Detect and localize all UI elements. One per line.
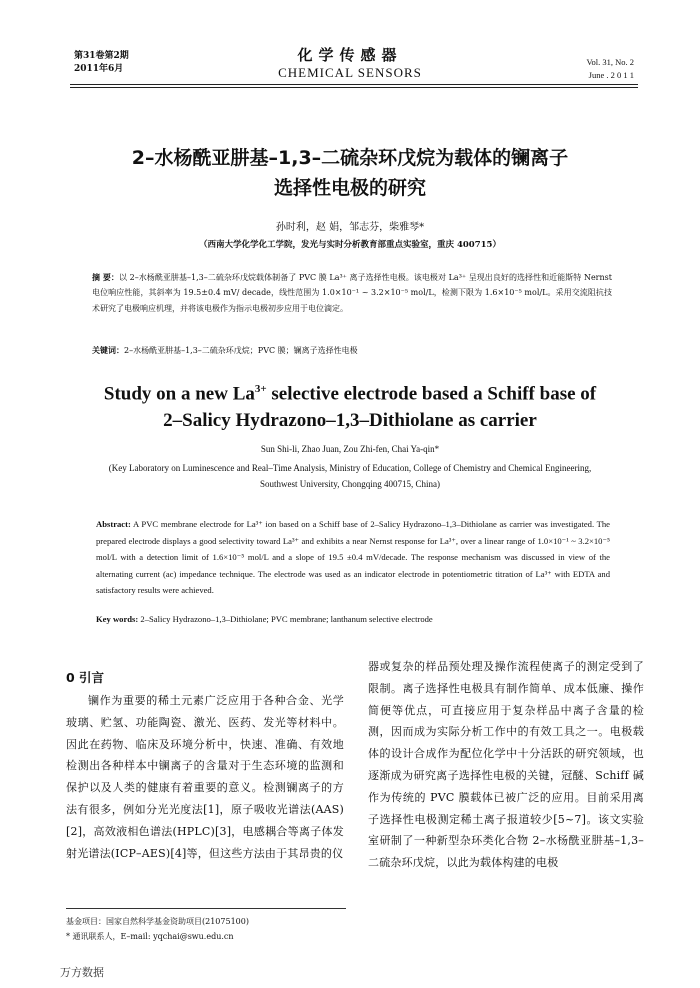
- authors-cn: 孙时利，赵 娟，邹志芬，柴雅琴*: [275, 222, 425, 233]
- keywords-cn-label: 关键词：: [92, 346, 124, 355]
- watermark: 万方数据: [60, 966, 104, 979]
- paper-title-en-line1: [40, 376, 660, 407]
- footnote-contact: * 通讯联系人，E–mail: yqchai@swu.edu.cn: [66, 932, 234, 941]
- title-en-superscript: 3+: [254, 383, 267, 395]
- abstract-en: [96, 516, 610, 599]
- volume-cn: 第31卷第2期: [74, 51, 129, 61]
- paper-title-cn-line2: 选择性电极的研究: [273, 177, 426, 199]
- footnotes: [66, 914, 249, 944]
- keywords-cn: [92, 344, 612, 358]
- footnote-rule: [66, 908, 346, 909]
- keywords-en-text: 2–Salicy Hydrazono–1,3–Dithiolane; PVC membrane; lanthanum selective electrode: [138, 614, 433, 624]
- paper-title-en-line2: 2–Salicy Hydrazono–1,3–Dithiolane as carrier: [163, 410, 537, 432]
- date-en: June . 2 0 1 1: [588, 70, 634, 80]
- journal-name-en: CHEMICAL SENSORS: [278, 65, 422, 80]
- abstract-cn: [92, 270, 612, 316]
- keywords-en-label: Key words:: [96, 614, 139, 624]
- abstract-cn-text: 以 2–水杨酰亚肼基–1,3–二硫杂环戊烷载体制备了 PVC 膜 La³⁺ 离子选择性电极。该电极对 La³⁺ 呈现出良好的选择性和近能斯特 Nernst 电位响应性能，其斜率为 19.5±0.4 mV/ decade，线性范围为 1.0×10⁻¹ ~ 3.2×10⁻⁵ mol/L，检测下限为 1.6×10⁻⁵ mol/L。采用交流阻抗技术研究了电极响应机理，并将该电极作为指示电极初步应用于电位滴定。: [92, 273, 612, 313]
- keywords-cn-text: 2–水杨酰亚肼基–1,3–二硫杂环戊烷；PVC 膜；镧离子选择性电极: [124, 346, 358, 355]
- title-en-part-b: selective electrode based a Schiff base of: [266, 383, 597, 405]
- keywords-en: [96, 614, 610, 624]
- journal-name-cn: 化学传感器: [297, 46, 403, 64]
- volume-en: Vol. 31, No. 2: [586, 57, 634, 67]
- affiliation-en: (Key Laboratory on Luminescence and Real–Time Analysis, Ministry of Education, College of Chemistry and Chemical Engineering, Southwest University, Chongqing 400715, China): [108, 463, 592, 489]
- date-cn: 2011年6月: [74, 64, 124, 74]
- header-rule: [70, 84, 638, 85]
- paper-title-en: [40, 376, 660, 434]
- affiliation-cn: （西南大学化学化工学院，发光与实时分析教育部重点实验室，重庆 400715）: [199, 240, 501, 250]
- body-column-right: 器或复杂的样品预处理及操作流程使离子的测定受到了限制。离子选择性电极具有制作简单、成本低廉、操作简便等优点，可直接应用于复杂样品中离子含量的检测，因而成为实际分析工作中的有效工具之一。电极载体的设计合成作为配位化学中十分活跃的研究领域，也逐渐成为研究离子选择性电极的关键，冠醚、Schiff 碱作为传统的 PVC 膜载体已被广泛的应用。目前采用离子选择性电极测定稀土离子报道较少[5~7]。该文实验室研制了一种新型杂环类化合物 2–水杨酰亚肼基–1,3–二硫杂环戊烷，以此为载体构建的电极: [368, 660, 644, 870]
- authors-en: Sun Shi-li, Zhao Juan, Zou Zhi-fen, Chai Ya-qin*: [260, 444, 440, 454]
- paper-title-cn: [40, 143, 660, 203]
- header-rule-thin: [70, 87, 638, 88]
- issue-info-en: [586, 56, 634, 82]
- body-column-left: 镧作为重要的稀土元素广泛应用于各种合金、光学玻璃、贮氢、功能陶瓷、激光、医药、发光等材料中。因此在药物、临床及环境分析中，快速、准确、有效地检测出各种样本中镧离子的含量对于生态环境的监测和保护以及人类的健康有着重要的意义。检测镧离子的方法有很多，例如分光光度法[1]，原子吸收光谱法(AAS)[2]，高效液相色谱法(HPLC)[3]，电感耦合等离子体发射光谱法(ICP–AES)[4]等，但这些方法由于其昂贵的仪: [66, 694, 344, 860]
- abstract-en-label: Abstract:: [96, 519, 131, 529]
- title-en-part-a: Study on a new La: [103, 383, 255, 405]
- paper-title-cn-line1: 2–水杨酰亚肼基–1,3–二硫杂环戊烷为载体的镧离子: [131, 147, 569, 169]
- footnote-fund: 基金项目：国家自然科学基金资助项目(21075100): [66, 917, 249, 926]
- section-heading: 0 引言: [66, 670, 105, 685]
- abstract-en-text: A PVC membrane electrode for La³⁺ ion based on a Schiff base of 2–Salicy Hydrazono–1,3–Dithiolane as carrier was investigated. The prepared electrode displays a good selectivity toward La³⁺ and exhibits a near Nernst response for La³⁺, over a linear range of 1.0×10⁻¹ ~ 3.2×10⁻⁵ mol/L with a detection limit of 1.6×10⁻⁵ mol/L and a slope of 19.5 ±0.4 mV/decade. The response mechanism was discussed in view of the alternating current (ac) impedance technique. The electrode was used as an indicator electrode in potentiometric titration of La³⁺ with EDTA and satisfactory results were achieved.: [96, 519, 610, 596]
- abstract-cn-label: 摘 要：: [92, 273, 119, 282]
